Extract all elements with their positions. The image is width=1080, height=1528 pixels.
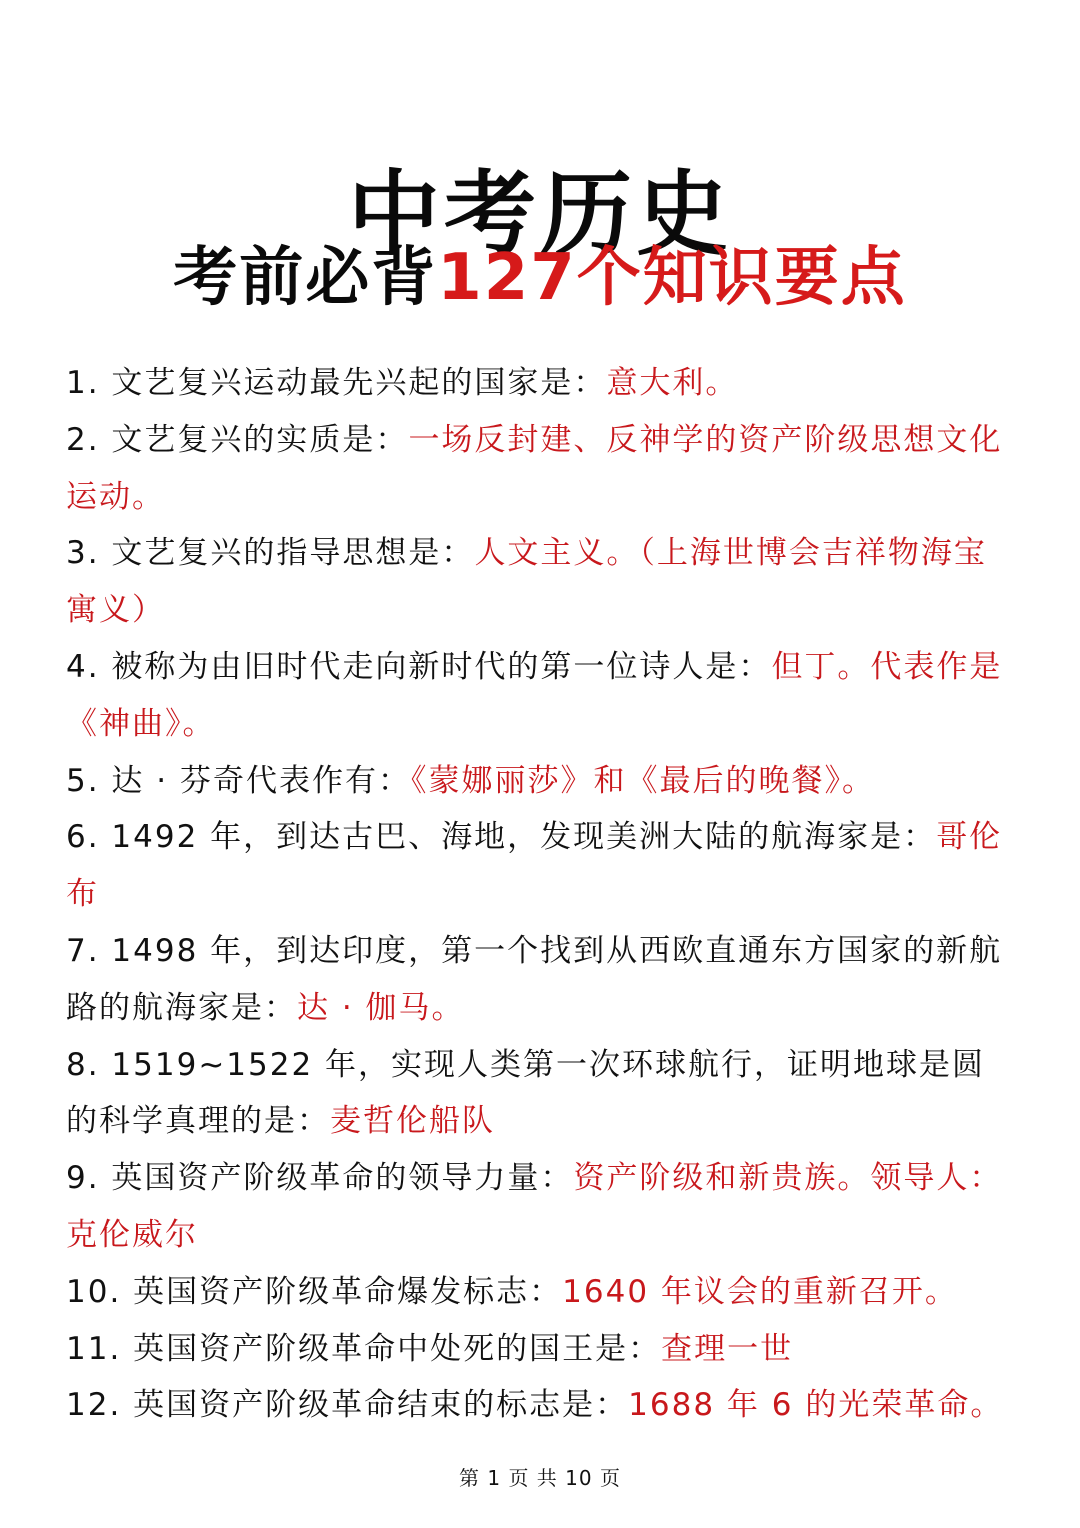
point-answer: 1688 年 6 的光荣革命。 — [628, 1387, 1004, 1424]
point-question: 2. 文艺复兴的实质是： — [66, 421, 409, 458]
knowledge-point — [66, 1037, 1016, 1151]
point-question: 3. 文艺复兴的指导思想是： — [66, 535, 475, 572]
knowledge-point — [66, 355, 1016, 412]
point-answer: 麦哲伦船队 — [330, 1103, 495, 1140]
knowledge-point — [66, 1264, 1016, 1321]
point-question: 8. 1519~1522 年，实现人类第一次环球航行，证明地球是圆的科学真理的是： — [66, 1046, 986, 1140]
point-answer: 资产阶级和新贵族。领导人：克伦威尔 — [66, 1160, 1003, 1253]
point-answer: 1640 年议会的重新召开。 — [562, 1273, 958, 1310]
point-answer: 意大利。 — [606, 365, 739, 401]
knowledge-point — [66, 1321, 1016, 1378]
point-answer: 哥伦布 — [66, 819, 1003, 913]
point-answer: 但丁。代表作是《神曲》。 — [66, 648, 1003, 742]
point-question: 11. 英国资产阶级革命中处死的国王是： — [66, 1330, 662, 1367]
point-answer: 《蒙娜丽莎》和《最后的晚餐》。 — [411, 762, 875, 799]
knowledge-point — [66, 753, 1016, 810]
point-question: 6. 1492 年，到达古巴、海地，发现美洲大陆的航海家是： — [66, 819, 937, 856]
subtitle-highlight: 127个知识要点 — [437, 241, 907, 315]
point-question: 5. 达 · 芬奇代表作有： — [66, 762, 411, 799]
knowledge-point-list — [66, 355, 1016, 1434]
point-answer: 达 · 伽马。 — [297, 989, 465, 1026]
point-answer: 一场反封建、反神学的资产阶级思想文化运动。 — [66, 421, 1003, 515]
point-question: 4. 被称为由旧时代走向新时代的第一位诗人是： — [66, 648, 772, 685]
knowledge-point — [66, 639, 1016, 753]
page-title: 中考历史 — [347, 160, 732, 268]
subtitle-prefix: 考前必背 — [173, 241, 438, 315]
knowledge-point — [66, 1150, 1016, 1264]
point-answer: 查理一世 — [661, 1330, 794, 1367]
page-number: 第 1 页 共 10 页 — [459, 1466, 621, 1490]
point-question: 12. 英国资产阶级革命结束的标志是： — [66, 1387, 629, 1424]
point-question: 7. 1498 年，到达印度，第一个找到从西欧直通东方国家的新航路的航海家是： — [66, 932, 1003, 1026]
point-answer: 人文主义。（上海世博会吉祥物海宝寓义） — [66, 535, 987, 629]
knowledge-point — [66, 923, 1016, 1037]
point-question: 1. 文艺复兴运动最先兴起的国家是： — [66, 365, 607, 401]
point-question: 9. 英国资产阶级革命的领导力量： — [66, 1160, 574, 1197]
knowledge-point — [66, 412, 1016, 526]
point-question: 10. 英国资产阶级革命爆发标志： — [66, 1273, 563, 1310]
page-subtitle — [0, 238, 1080, 318]
knowledge-point — [66, 809, 1016, 923]
knowledge-point — [66, 525, 1016, 639]
knowledge-point — [66, 1377, 1016, 1434]
